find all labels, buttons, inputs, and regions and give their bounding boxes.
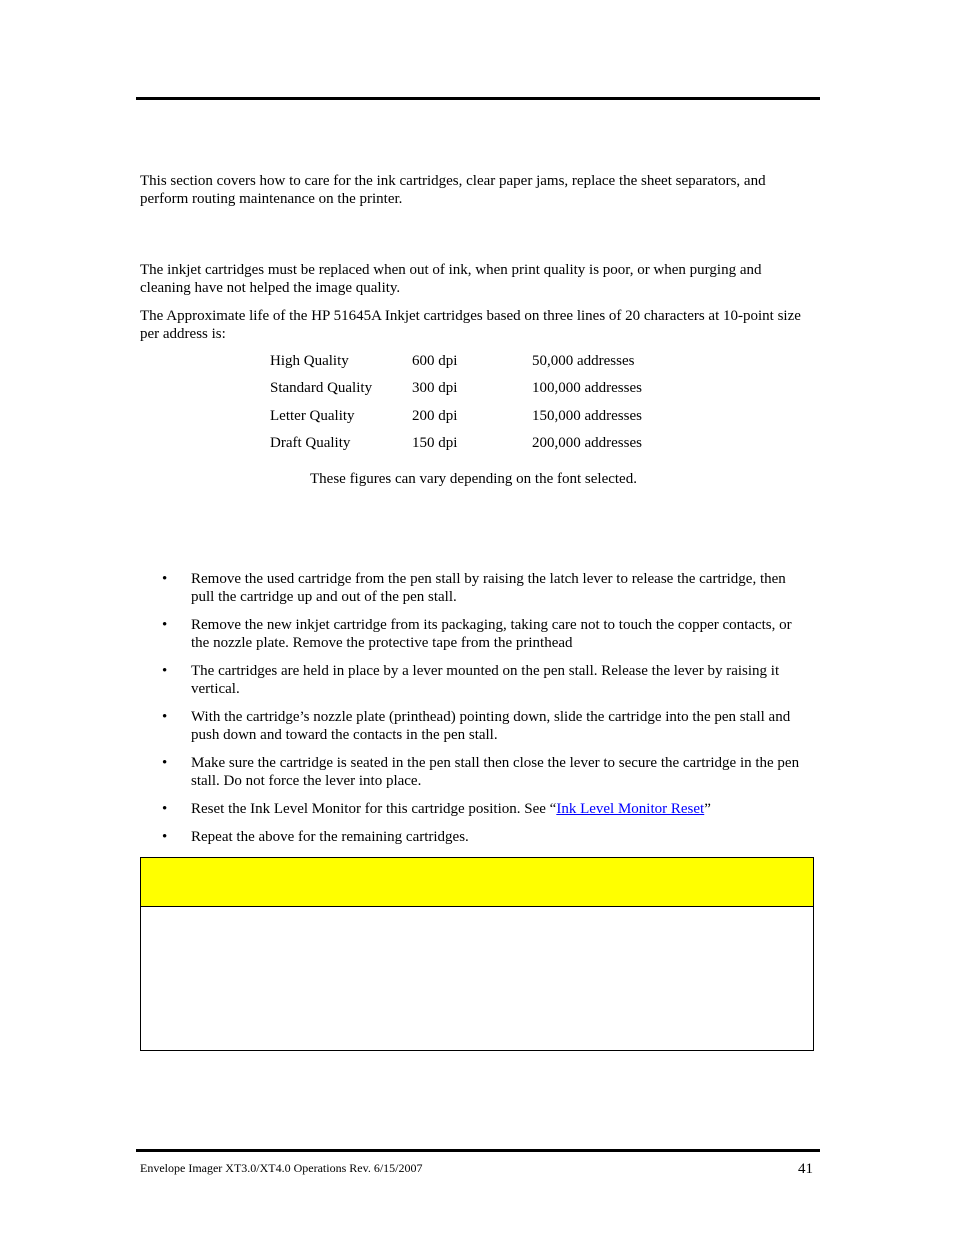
dpi-cell: 600 dpi bbox=[412, 353, 458, 369]
bullet-icon: • bbox=[162, 801, 168, 817]
table-row bbox=[270, 379, 642, 406]
table-row bbox=[270, 434, 642, 461]
dpi-cell: 150 dpi bbox=[412, 434, 458, 451]
header-rule bbox=[136, 97, 820, 100]
bullet-icon: • bbox=[162, 617, 168, 633]
quality-cell: High Quality bbox=[270, 353, 349, 369]
step-text: The cartridges are held in place by a lever mounted on the pen stall. Release the lever by raising it vertical. bbox=[191, 663, 780, 697]
intro-paragraph: This section covers how to care for the ink cartridges, clear paper jams, replace the sheet separators, and perform routing maintenance on the printer. bbox=[140, 173, 766, 207]
quality-cell: Standard Quality bbox=[270, 380, 373, 397]
reset-step-prefix: Reset the Ink Level Monitor for this cartridge position. See “ bbox=[191, 801, 557, 817]
footer-title: Envelope Imager XT3.0/XT4.0 Operations Rev. 6/15/2007 bbox=[140, 1161, 423, 1175]
step-text: Remove the new inkjet cartridge from its packaging, taking care not to touch the copper contacts, or the nozzle plate. Remove the protective tape from the printhead bbox=[191, 617, 792, 651]
table-row bbox=[270, 407, 642, 434]
cartridge-life-paragraph: The Approximate life of the HP 51645A Inkjet cartridges based on three lines of 20 characters at 10-point size per address is: bbox=[140, 308, 801, 342]
quality-cell: Letter Quality bbox=[270, 407, 355, 424]
ink-level-monitor-reset-link[interactable]: Ink Level Monitor Reset bbox=[556, 801, 705, 817]
list-item bbox=[140, 800, 812, 818]
caution-header bbox=[141, 858, 813, 907]
dpi-cell: 300 dpi bbox=[412, 380, 458, 397]
list-item bbox=[140, 570, 812, 606]
step-text bbox=[191, 801, 711, 817]
replace-cartridge-paragraph: The inkjet cartridges must be replaced when out of ink, when print quality is poor, or when purging and cleaning have not helped the image quality. bbox=[140, 262, 762, 296]
step-text: Remove the used cartridge from the pen stall by raising the latch lever to release the cartridge, then pull the cartridge up and out of the pen stall. bbox=[191, 571, 786, 605]
page-number: 41 bbox=[798, 1161, 813, 1177]
bullet-icon: • bbox=[162, 755, 168, 771]
addresses-cell: 150,000 addresses bbox=[532, 407, 642, 424]
step-text: With the cartridge’s nozzle plate (printhead) pointing down, slide the cartridge into the pen stall and push down and toward the contacts in the pen stall. bbox=[191, 709, 791, 743]
figures-note: These figures can vary depending on the font selected. bbox=[310, 471, 637, 487]
list-item bbox=[140, 828, 812, 846]
step-text: Repeat the above for the remaining cartridges. bbox=[191, 829, 469, 845]
list-item bbox=[140, 616, 812, 652]
quality-cell: Draft Quality bbox=[270, 434, 351, 451]
addresses-cell: 50,000 addresses bbox=[532, 353, 635, 369]
cartridge-life-table bbox=[270, 352, 642, 461]
list-item bbox=[140, 662, 812, 698]
addresses-cell: 200,000 addresses bbox=[532, 434, 642, 451]
addresses-cell: 100,000 addresses bbox=[532, 380, 642, 397]
bullet-icon: • bbox=[162, 571, 168, 587]
step-text: Make sure the cartridge is seated in the pen stall then close the lever to secure the cartridge in the pen stall. Do not force the lever into place. bbox=[191, 755, 800, 789]
footer-rule bbox=[136, 1149, 820, 1152]
table-row bbox=[270, 352, 642, 379]
bullet-icon: • bbox=[162, 663, 168, 679]
bullet-icon: • bbox=[162, 829, 168, 845]
replacement-steps-list bbox=[140, 570, 812, 856]
list-item bbox=[140, 708, 812, 744]
dpi-cell: 200 dpi bbox=[412, 407, 458, 424]
bullet-icon: • bbox=[162, 709, 168, 725]
list-item bbox=[140, 754, 812, 790]
caution-box bbox=[140, 857, 814, 1051]
reset-step-suffix: ” bbox=[704, 801, 711, 817]
